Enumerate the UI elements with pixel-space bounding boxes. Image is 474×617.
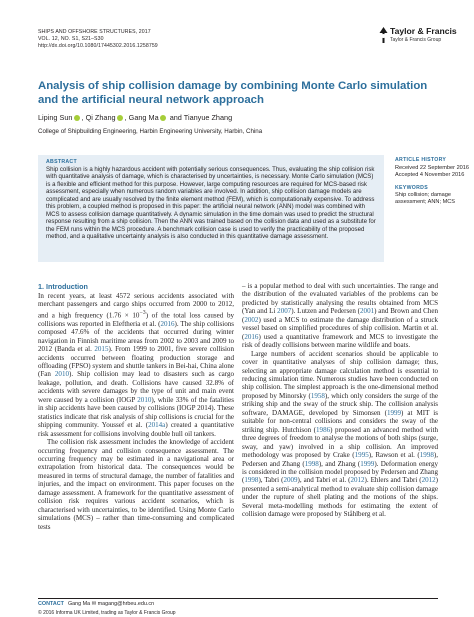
author-name: Qi Zhang [85,113,116,122]
keywords-heading: KEYWORDS [395,185,428,191]
citation-link[interactable]: 1999 [386,408,402,417]
citation-link[interactable]: 1995 [354,451,369,460]
orcid-icon[interactable] [160,115,166,121]
contact-line [38,601,154,607]
body-column-left [38,292,234,531]
paragraph: The collision risk assessment includes the knowledge of accident occurring frequency and collision consequence assessment. The occurring frequency may be estimated in a navigational area or extrapolation from historical data. The consequences would be measured in terms of structural damage, the number of fatalities and injuries, and the impact on environment. This paper focuses on the damage assessment. A framework for the quantitative assessment of collision risk requires various accident scenarios, which is characterised with uncertainties, to be identified. Using Monte Carlo simulations (MCS) – rather than time-consuming and complicated tests [38,438,234,531]
copyright: © 2016 Informa UK Limited, trading as Taylor & Francis Group [38,610,176,616]
footer-divider [38,598,438,599]
publisher-logo[interactable] [378,26,457,50]
body-column-right [242,282,438,519]
citation-link[interactable]: 2009 [283,476,298,485]
affiliation: College of Shipbuilding Engineering, Harbin Engineering University, Harbin, China [38,128,263,135]
author-list: Liping Sun , Qi Zhang , Gang Ma and Tianyue Zhang [38,113,233,122]
received-date: Received 22 September 2016 [395,165,470,171]
citation-link[interactable]: 1999 [360,459,375,468]
citation-link[interactable]: 2012 [421,476,436,485]
abstract-heading: ABSTRACT [46,159,77,165]
publisher-group: Taylor & Francis Group [390,37,442,43]
email-icon: ✉ [91,601,97,607]
citation-link[interactable]: 1998 [419,451,434,460]
paragraph: – is a popular method to deal with such uncertainties. The range and the distribution of the evaluated variables of the problems can be predicted by statistically analysing the results obtained from MCS (Yan and Li 2007). Lutzen and Pedersen (2001) and Brown and Chen (2002) used a MCS to estimate the damage distribution of a struck vessel based on simplified procedures of ship collision. Martin et al. (2016) used a quantitative framework and MCS to investigate the risk of deadly collisions between marine wildlife and boats. [242,282,438,350]
citation-link[interactable]: 1986 [316,425,331,434]
citation-link[interactable]: 2010 [137,395,152,404]
citation-link[interactable]: 2007 [277,307,292,316]
accepted-date: Accepted 4 November 2016 [395,172,465,178]
orcid-icon[interactable] [117,115,123,121]
article-history-heading: ARTICLE HISTORY [395,157,447,163]
citation-link[interactable]: 2016 [244,332,259,341]
citation-link[interactable]: 2014a [148,421,166,430]
citation-link[interactable]: 2002 [244,315,259,324]
paragraph: In recent years, at least 4572 serious accidents associated with merchant passengers and cargo ships occurred from 2000 to 2012, and a high frequency $(1.76 \times 10^{-3})$ of the total loss caused by collisions was reported in Eleftheria et al. (2016). The ship collisions composed 47.6% of the accidents that occurred during winter navigation in Finnish maritime areas from 2002 to 2003 and 2009 to 2012 (Banda et al. 2015). From 1999 to 2001, five severe collision accidents occurred between floating production storage and offloading (FPSO) system and shuttle tankers in Bei-hai, China alone (Fan 2010). Ship collision may lead to disasters such as cargo leakage, pollution, and death. Collisions have caused 32.8% of accidents with severe damages by the type of unit and main event were caused by a collision (IOGP 2010), while 33% of the fatalities in ship accidents have been caused by collisions (IOGP 2014). These statistics indicate that risk analysis of ship collisions is crucial for the shipping community. Youssef et al. (2014a) created a quantitative risk assessment for collisions involving double hull oil tankers. [38,292,234,438]
citation-link[interactable]: 1958 [310,391,325,400]
citation-link[interactable]: 2010 [54,370,69,379]
citation-link[interactable]: 2015 [94,345,109,354]
contact-email[interactable]: magang@hrbeu.edu.cn [97,601,155,607]
contact-label: CONTACT [38,601,64,607]
citation-link[interactable]: 2001 [360,307,375,316]
article-title: Analysis of ship collision damage by combining Monte Carlo simulation and the artificial neural network approach [38,80,428,106]
citation-link[interactable]: 1998 [304,459,319,468]
abstract-text: Ship collision is a highly hazardous accident with potentially serious consequences. Thus, evaluating the ship collision risk with quantitative analysis of damage, which is characterised by uncertainties, is necessary. Monte Carlo simulation (MCS) is a flexible and efficient method for this purpose. However, large computing resources are required for MCS-based risk assessment, especially when numerous random variables are involved. In addition, ship collision damage models are complicated and are usually resolved by the finite element method (FEM), which is computationally expensive. To address this problem, a coupled method is proposed in this paper: the artificial neural network (ANN) model was combined with MCS to assess collision damage quantitatively. A dynamic simulation in the time domain was used to predict the structural response resulting from a ship collision. Then the ANN was trained based on the collision data and used as a substitute for the FEM runs within the MCS procedure. A benchmark collision case is used to verify the practicability of the proposed method, and a qualitative uncertainty analysis is also conducted in this quantitative damage assessment. [46,166,376,241]
contact-name: Gang Ma [67,601,91,607]
citation-link[interactable]: 2016 [160,319,175,328]
author-name: Liping Sun [38,113,73,122]
publisher-name: Taylor & Francis [390,26,457,36]
citation-link[interactable]: 1998 [244,476,259,485]
taylor-francis-logo-icon [378,26,389,44]
journal-info [38,29,158,50]
paragraph: Large numbers of accident scenarios should be applicable to cover in quantitative analyses of ship collision damage; thus, selecting an appropriate damage calculation method is essential to reducing simulation time. Numerous studies have been conducted on ship collision. The simplest approach is the one-dimensional method proposed by Minorsky (1958), which only considers the surge of the striking ship and the sway of the struck ship. The collision analysis software, DAMAGE, developed by Simonsen (1999) at MIT is suitable for non-central collisions and considers the sway of the striking ship. Hutchison (1986) proposed an advanced method with three degrees of freedom to analyse the motions of both ships (surge, sway, and yaw) involved in a ship collision. An improved methodology was proposed by Crake (1995), Rawson et al. (1998), Pedersen and Zhang (1998), and Zhang (1999). Deformation energy is considered in the collision model proposed by Pedersen and Zhang (1998), Tabri (2009), and Tabri et al. (2012). Ehlers and Tabri (2012) presented a semi-analytical method to evaluate ship collision damage under the rupture of shell plating and the motions of the ships. Several meta-modelling methods for estimating the extent of collision damage were proposed by Ståhlberg et al. [242,349,439,519]
author-name: Gang Ma [128,113,159,122]
journal-name: SHIPS AND OFFSHORE STRUCTURES, 2017 [38,29,151,35]
orcid-icon[interactable] [74,115,80,121]
keywords-list: Ship collision; damage assessment; ANN; MCS [395,192,455,206]
author-name: and Tianyue Zhang [169,113,233,122]
citation-link[interactable]: 2012 [350,476,365,485]
section-heading: 1. Introduction [38,282,88,291]
journal-volume: VOL. 12, NO. S1, S21–S30 [38,36,104,42]
journal-doi[interactable]: http://dx.doi.org/10.1080/17445302.2016.1258759 [38,43,158,49]
